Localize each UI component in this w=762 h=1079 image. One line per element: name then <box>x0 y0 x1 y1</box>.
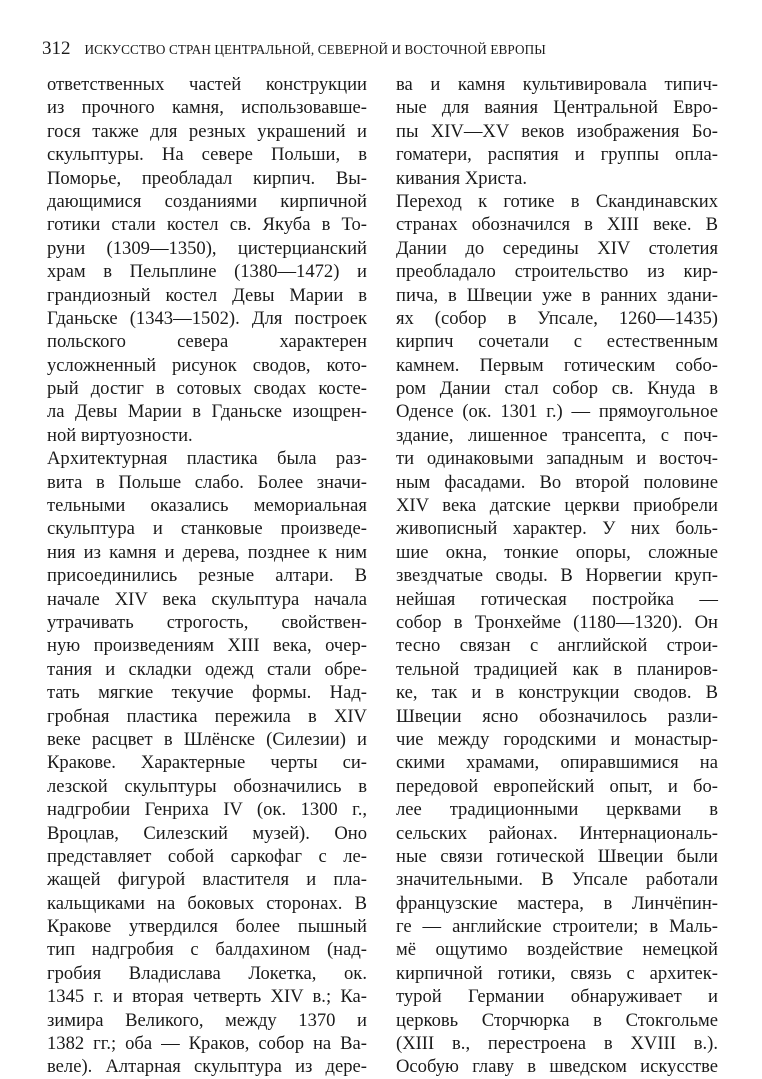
text-line: ную произведениям XIII века, очер- <box>47 635 367 657</box>
text-line: усложненный рисунок сводов, кото- <box>47 354 367 376</box>
text-line: дающимися созданиями кирпичной <box>47 190 367 212</box>
text-line: ке, так и в конструкции сводов. В <box>396 682 718 704</box>
text-line: Поморье, преобладал кирпич. Вы- <box>47 167 367 189</box>
text-line: ния из камня и дерева, позднее к ним <box>47 541 367 563</box>
text-line: здание, лишенное трансепта, с поч- <box>396 424 718 446</box>
text-line: ром Дании стал собор св. Кнуда в <box>396 378 718 400</box>
right-text-column <box>396 73 718 1079</box>
text-line: нейшая готическая постройка — <box>396 588 718 610</box>
text-line: кирпич сочетали с естественным <box>396 331 718 353</box>
text-line: скульптура и станковые произведе- <box>47 518 367 540</box>
text-line: собор в Тронхейме (1180—1320). Он <box>396 611 718 633</box>
text-line: французские мастера, в Линчёпин- <box>396 892 718 914</box>
text-line: тесно связан с английской строи- <box>396 635 718 657</box>
text-line: тельными оказались мемориальная <box>47 495 367 517</box>
text-line: гробная пластика пережила в XIV <box>47 705 367 727</box>
text-line: скульптуры. На севере Польши, в <box>47 144 367 166</box>
text-line: гося также для резных украшений и <box>47 120 367 142</box>
page-number: 312 <box>42 38 71 59</box>
text-line: ва и камня культивировала типич- <box>396 74 718 95</box>
text-line: 1345 г. и вторая четверть XIV в.; Ка- <box>47 986 367 1008</box>
text-line: надгробии Генриха IV (ок. 1300 г., <box>47 799 367 821</box>
text-line: лее традиционными церквами в <box>396 799 718 821</box>
text-line: Переход к готике в Скандинавских <box>396 190 718 212</box>
text-line: церковь Сторчюрка в Стокгольме <box>396 1009 718 1031</box>
running-title: ИСКУССТВО СТРАН ЦЕНТРАЛЬНОЙ, СЕВЕРНОЙ И ВОСТОЧНОЙ ЕВРОПЫ <box>84 42 546 57</box>
text-line: рый достиг в сотовых сводах косте- <box>47 378 367 400</box>
text-line: вита в Польше слабо. Более значи- <box>47 471 367 493</box>
text-line: Швеции ясно обозначилось разли- <box>396 705 718 727</box>
left-text-column <box>47 73 367 1079</box>
text-line: Гданьске (1343—1502). Для построек <box>47 307 367 329</box>
text-line: руни (1309—1350), цистерцианский <box>47 237 367 259</box>
text-line: храм в Пельплине (1380—1472) и <box>47 261 367 283</box>
text-line: ти одинаковыми западным и восточ- <box>396 448 718 470</box>
text-line: шие окна, тонкие опоры, сложные <box>396 541 718 563</box>
text-line: тип надгробия с балдахином (над- <box>47 939 367 961</box>
text-line: веле). Алтарная скульптура из дере- <box>47 1056 367 1078</box>
text-line: кивания Христа. <box>396 167 528 189</box>
text-line: Архитектурная пластика была раз- <box>47 448 367 470</box>
text-line: ные связи готической Швеции были <box>396 845 718 867</box>
text-line: Вроцлав, Силезский музей). Оно <box>47 822 367 844</box>
text-line: ным фасадами. Во второй половине <box>396 471 718 493</box>
text-line: жащей фигурой властителя и пла- <box>47 869 367 891</box>
text-line: начале XIV века скульптура начала <box>47 588 367 610</box>
text-line: Кракове утвердился более пышный <box>47 916 367 938</box>
text-line: звездчатые своды. В Норвегии круп- <box>396 565 718 587</box>
text-line: ные для ваяния Центральной Евро- <box>396 97 718 119</box>
text-line: кирпичной готики, связь с архитек- <box>396 962 718 984</box>
text-line: утрачивать строгость, свойствен- <box>47 611 367 633</box>
text-line: ответственных частей конструкции <box>47 74 367 95</box>
text-line: веке расцвет в Шлёнске (Силезии) и <box>47 728 367 750</box>
text-line: скими храмами, опиравшимися на <box>396 752 718 774</box>
text-line: турой Германии обнаруживает и <box>396 986 718 1008</box>
text-line: пы XIV—XV веков изображения Бо- <box>396 120 718 142</box>
text-line: чие между городскими и монастыр- <box>396 728 718 750</box>
text-line: тельной традицией как в планиров- <box>396 658 718 680</box>
text-line: лезской скульптуры обозначились в <box>47 775 367 797</box>
text-line: Оденсе (ок. 1301 г.) — прямоугольное <box>396 401 718 423</box>
text-line: 1382 гг.; оба — Краков, собор на Ва- <box>47 1033 367 1055</box>
text-line: передовой европейский опыт, и бо- <box>396 775 718 797</box>
text-line: ла Девы Марии в Гданьске изощрен- <box>47 401 367 423</box>
text-line: камнем. Первым готическим собо- <box>396 354 718 376</box>
text-line: преобладало строительство из кир- <box>396 261 718 283</box>
page-header <box>42 38 732 62</box>
text-line: готики стали костел св. Якуба в То- <box>47 214 367 236</box>
text-line: ге — английские строители; в Маль- <box>396 916 718 938</box>
text-line: зимира Великого, между 1370 и <box>47 1009 367 1031</box>
text-line: Кракове. Характерные черты си- <box>47 752 367 774</box>
text-line: гробия Владислава Локетка, ок. <box>47 962 367 984</box>
text-line: тать мягкие текучие формы. Над- <box>47 682 367 704</box>
text-line: кальщиками на боковых сторонах. В <box>47 892 367 914</box>
text-line: живописный характер. У них боль- <box>396 518 718 540</box>
text-line: грандиозный костел Девы Марии в <box>47 284 367 306</box>
text-line: из прочного камня, использовавше- <box>47 97 367 119</box>
text-line: польского севера характерен <box>47 331 367 353</box>
text-line: мё ощутимо воздействие немецкой <box>396 939 718 961</box>
text-line: XIV века датские церкви приобрели <box>396 495 718 517</box>
text-line: Дании до середины XIV столетия <box>396 237 718 259</box>
text-line: присоединились резные алтари. В <box>47 565 367 587</box>
text-line: Особую главу в шведском искусстве <box>396 1056 718 1078</box>
text-line: странах обозначился в XIII веке. В <box>396 214 718 236</box>
text-line: значительными. В Упсале работали <box>396 869 718 891</box>
text-line: пича, в Швеции уже в ранних здани- <box>396 284 718 306</box>
text-line: сельских районах. Интернациональ- <box>396 822 718 844</box>
text-line: тания и складки одежд стали обре- <box>47 658 367 680</box>
text-line: ях (собор в Упсале, 1260—1435) <box>396 307 718 329</box>
text-line: (XIII в., перестроена в XVIII в.). <box>396 1033 718 1055</box>
text-line: ной виртуозности. <box>47 424 193 446</box>
text-line: гоматери, распятия и группы опла- <box>396 144 718 166</box>
text-line: представляет собой саркофаг с ле- <box>47 845 367 867</box>
